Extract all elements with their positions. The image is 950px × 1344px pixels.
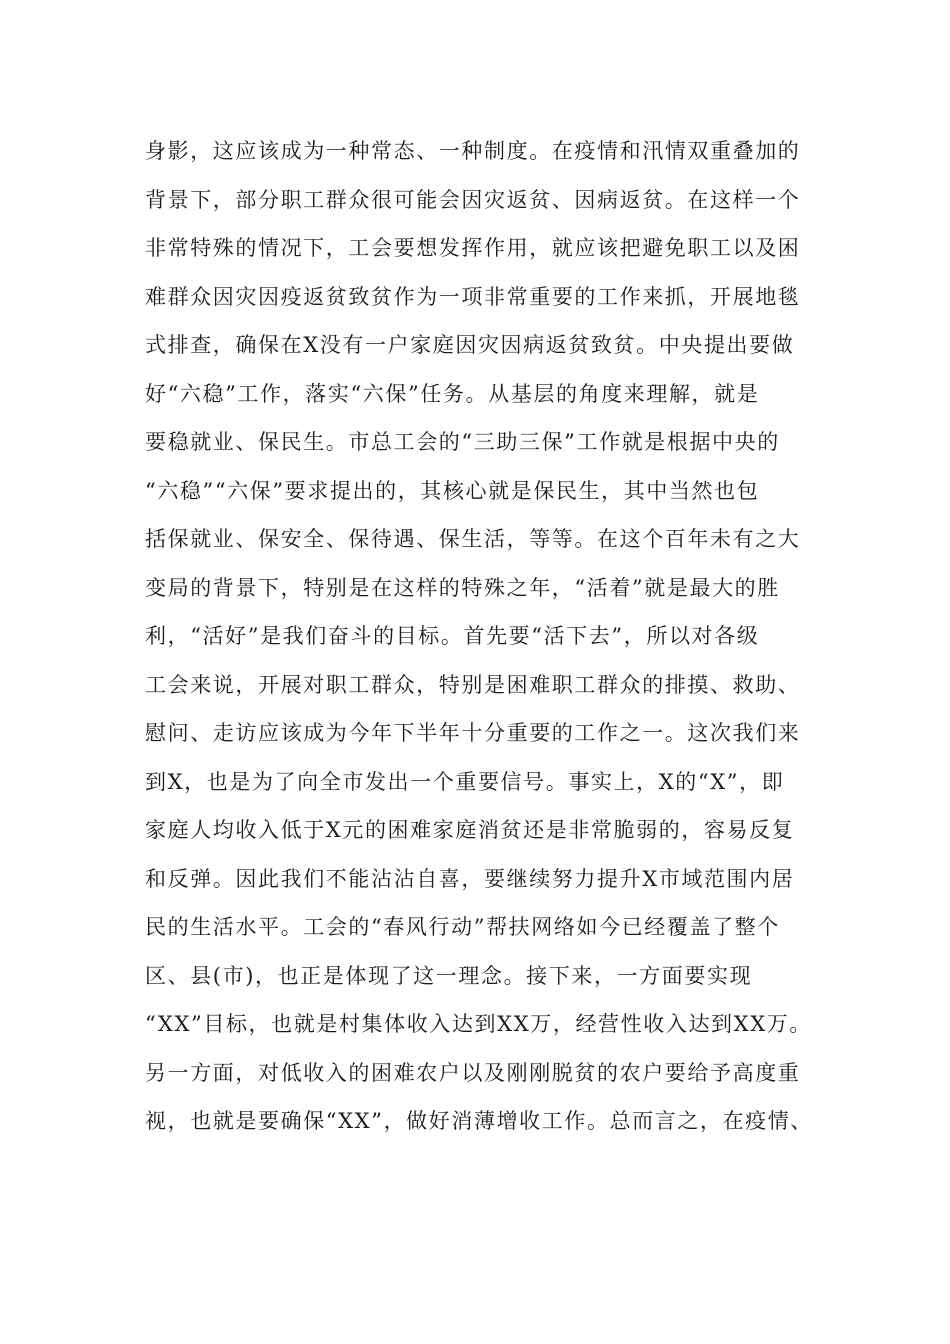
text-line: 式排查，确保在X没有一户家庭因灾因病返贫致贫。中央提出要做 — [145, 333, 795, 357]
text-line: 变局的背景下，特别是在这样的特殊之年，“活着”就是最大的胜 — [145, 575, 780, 600]
text-line: 工会来说，开展对职工群众，特别是困难职工群众的排摸、救助、 — [145, 672, 801, 697]
text-line: 括保就业、保安全、保待遇、保生活，等等。在这个百年未有之大 — [145, 527, 801, 551]
text-line: 利，“活好”是我们奋斗的目标。首先要“活下去”，所以对各级 — [145, 624, 760, 648]
text-line: 要稳就业、保民生。市总工会的“三助三保”工作就是根据中央的 — [145, 430, 780, 454]
text-line: 慰问、走访应该成为今年下半年十分重要的工作之一。这次我们来 — [145, 721, 801, 745]
text-line: 另一方面，对低收入的困难农户以及刚刚脱贫的农户要给予高度重 — [145, 1060, 801, 1085]
text-line: 到X，也是为了向全市发出一个重要信号。事实上，X的“X”，即 — [145, 769, 785, 794]
text-line: 和反弹。因此我们不能沾沾自喜，要继续努力提升X市域范围内居 — [145, 866, 795, 891]
text-line: “六稳”“六保”要求提出的，其核心就是保民生，其中当然也包 — [145, 478, 760, 503]
text-line: 身影，这应该成为一种常态、一种制度。在疫情和汛情双重叠加的 — [145, 139, 801, 163]
text-line: 非常特殊的情况下，工会要想发挥作用，就应该把避免职工以及困 — [145, 236, 801, 260]
text-line: 背景下，部分职工群众很可能会因灾返贫、因病返贫。在这样一个 — [145, 187, 801, 212]
text-line: 家庭人均收入低于X元的困难家庭消贫还是非常脆弱的，容易反复 — [145, 818, 795, 842]
text-line: 好“六稳”工作，落实“六保”任务。从基层的角度来理解，就是 — [145, 381, 760, 406]
text-line: 区、县(市)，也正是体现了这一理念。接下来，一方面要实现 — [145, 963, 753, 988]
text-line: 视，也就是要确保“XX”，做好消薄增收工作。总而言之，在疫情、 — [145, 1109, 813, 1133]
text-line: 难群众因灾因疫返贫致贫作为一项非常重要的工作来抓，开展地毯 — [145, 284, 801, 309]
text-line: 民的生活水平。工会的“春风行动”帮扶网络如今已经覆盖了整个 — [145, 915, 780, 939]
body-text — [145, 127, 835, 1146]
text-line: “XX”目标，也就是村集体收入达到XX万，经营性收入达到XX万。 — [145, 1012, 812, 1036]
